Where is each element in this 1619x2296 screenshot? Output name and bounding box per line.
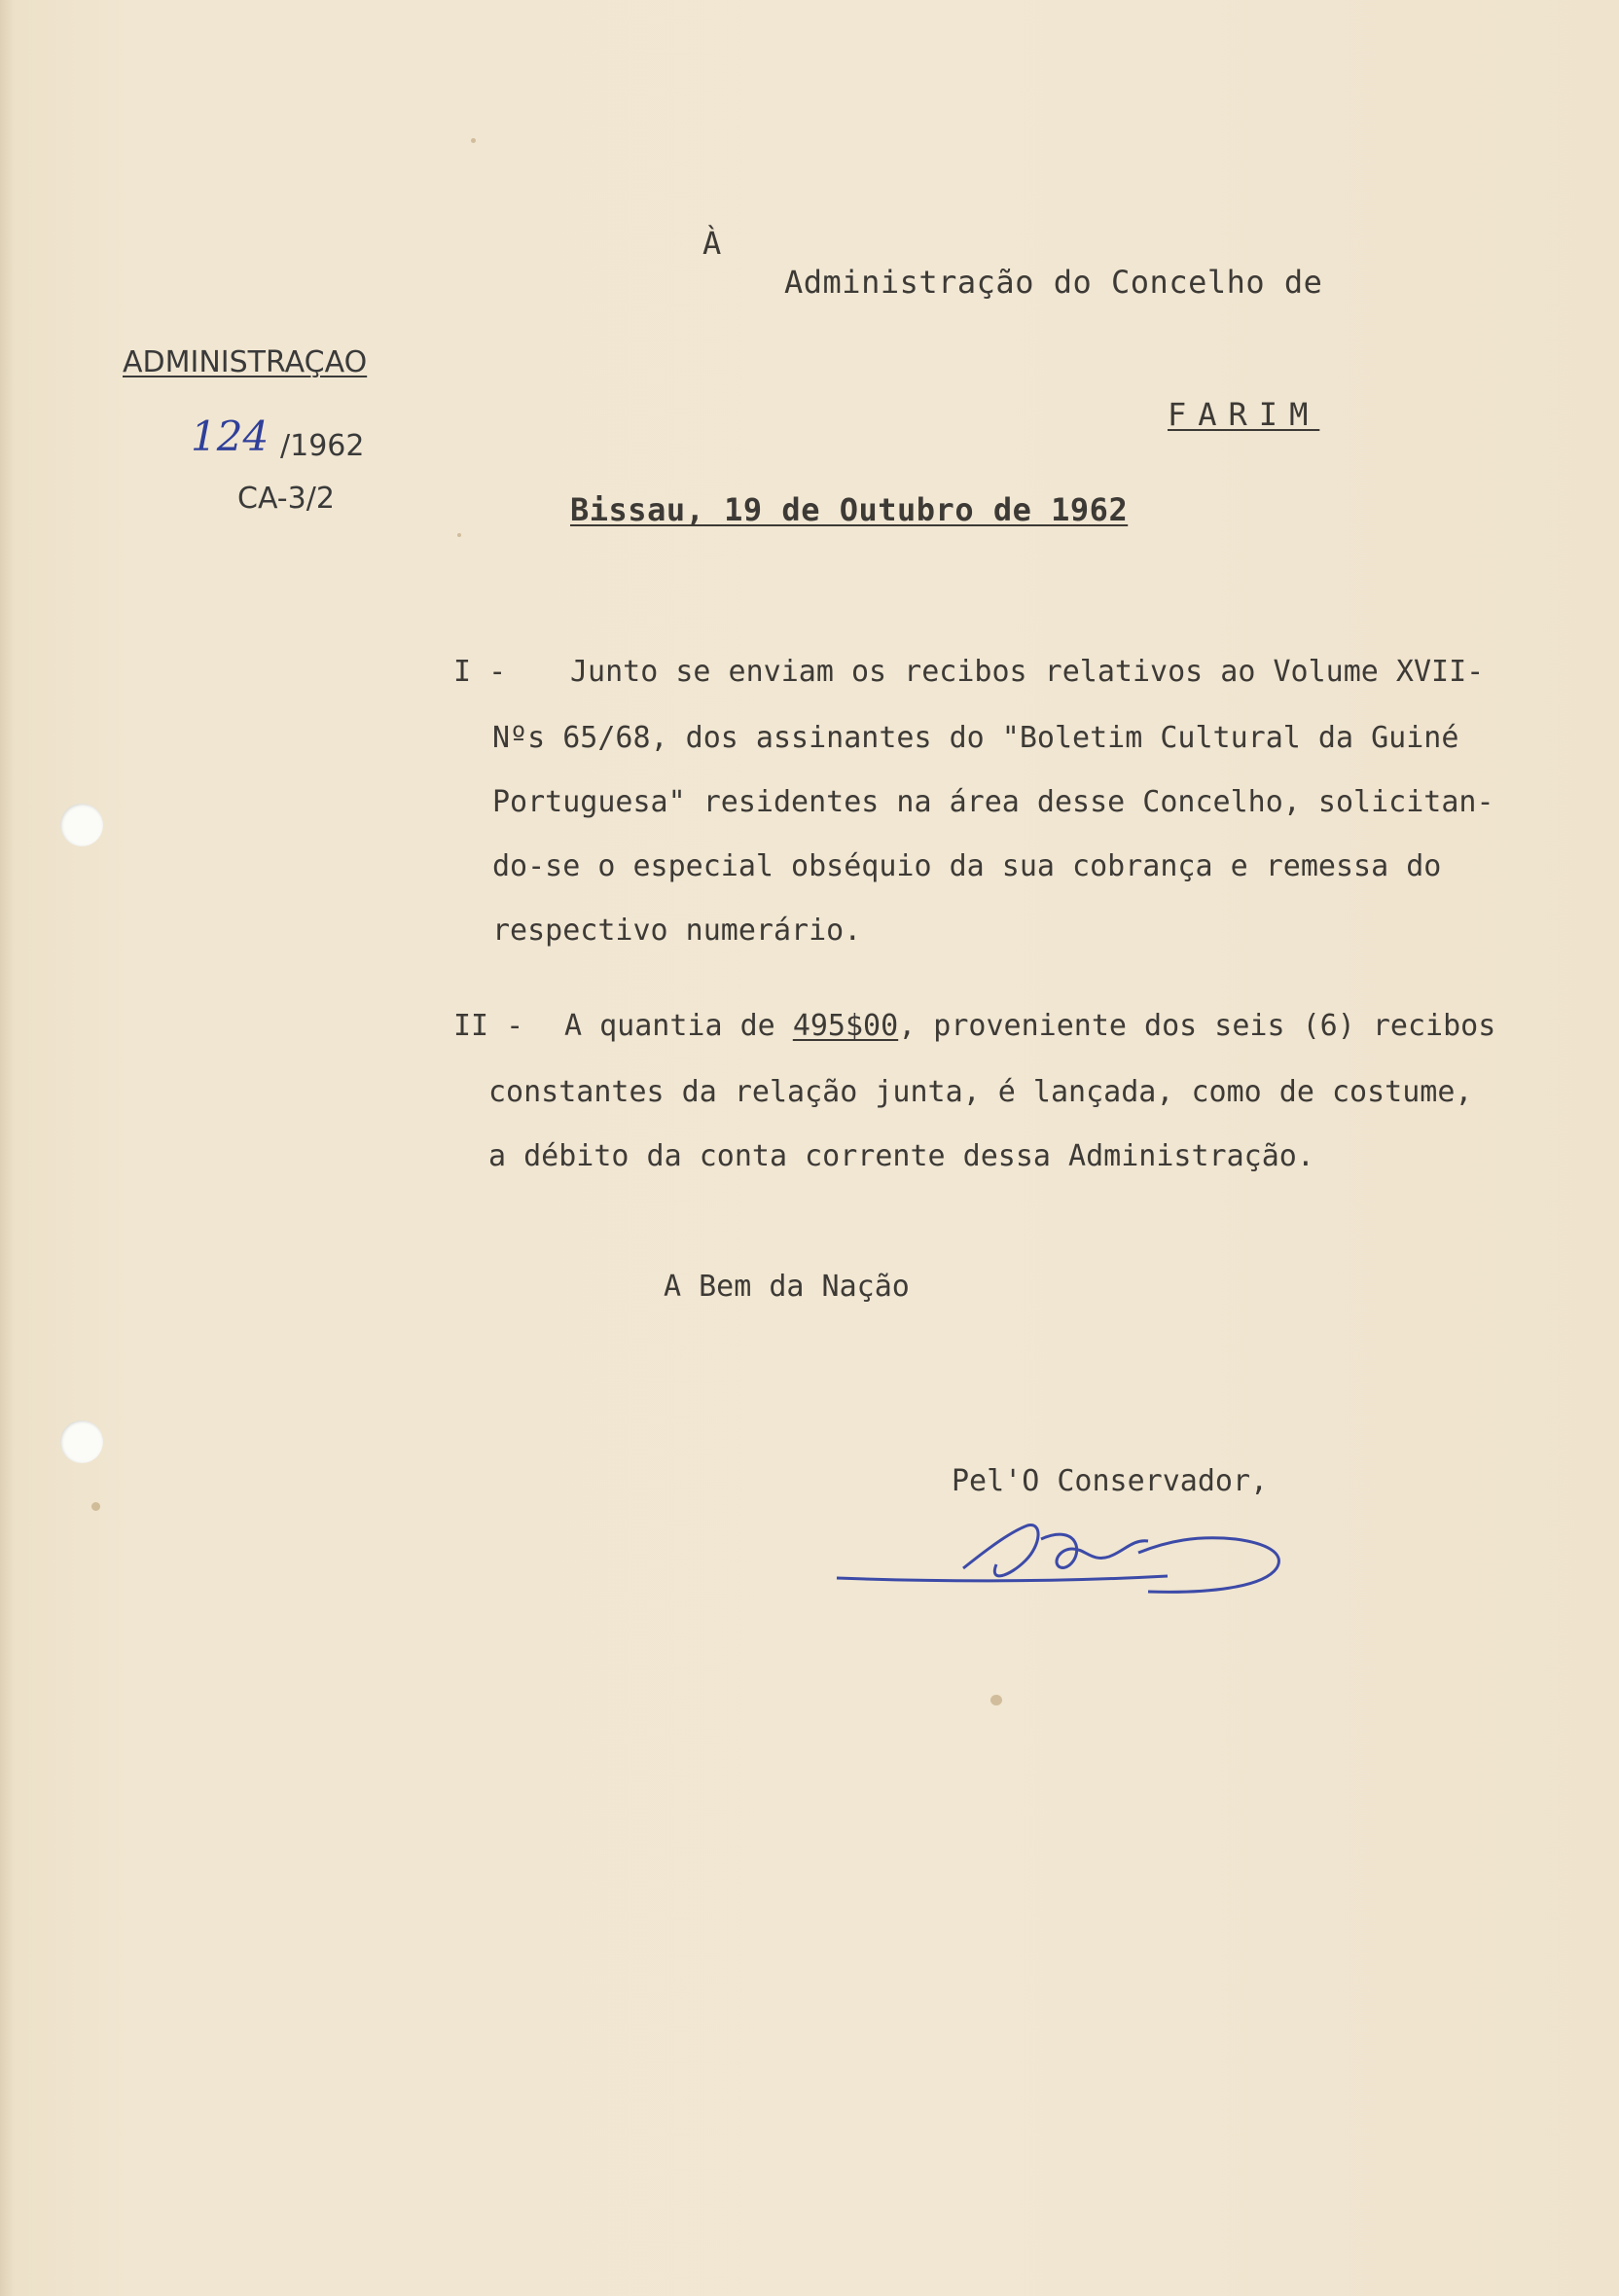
amount-value: 495$00 [792, 1009, 899, 1043]
handwritten-signature [827, 1498, 1333, 1605]
punch-hole-top [60, 804, 103, 846]
paragraph-1-line-4: do-se o especial obséquio da sua cobrança e remessa do [492, 849, 1442, 883]
closing-line: A Bem da Nação [664, 1270, 910, 1304]
admin-stamp: ADMINISTRAÇAO [123, 345, 368, 379]
paragraph-2-line-1-end: , proveniente dos seis (6) recibos [898, 1009, 1496, 1043]
page-edge [0, 0, 14, 2296]
paper-speck [990, 1695, 1002, 1705]
recipient-line: Administração do Concelho de [784, 264, 1323, 301]
date-line: Bissau, 19 de Outubro de 1962 [570, 491, 1129, 528]
paper-speck [91, 1502, 100, 1511]
paragraph-2-line-3: a débito da conta corrente dessa Administração. [488, 1139, 1314, 1173]
paragraph-2-line-1-start: A quantia de [564, 1009, 793, 1043]
recipient-place: FARIM [1168, 396, 1320, 433]
paragraph-2-marker: II - [453, 1009, 524, 1043]
reference-code: CA-3/2 [237, 482, 335, 516]
punch-hole-bottom [60, 1420, 103, 1463]
paragraph-1-line-3: Portuguesa" residentes na área desse Concelho, solicitan- [492, 785, 1494, 819]
paragraph-2-line-2: constantes da relação junta, é lançada, como de costume, [488, 1075, 1473, 1109]
paper-speck [457, 533, 461, 537]
signatory-line: Pel'O Conservador, [952, 1464, 1269, 1498]
paragraph-1-line-1: Junto se enviam os recibos relativos ao Volume XVII- [570, 655, 1485, 689]
paragraph-2-line-1 [564, 1009, 1496, 1043]
reference-year: /1962 [280, 429, 365, 463]
paragraph-1-line-2: Nºs 65/68, dos assinantes do "Boletim Cultural da Guiné [492, 721, 1459, 755]
paper-speck [471, 138, 476, 143]
reference-number-handwritten: 124 [191, 413, 270, 460]
salutation-a: À [702, 225, 722, 262]
paragraph-1-line-5: respectivo numerário. [492, 914, 862, 948]
paragraph-1-marker: I - [453, 655, 507, 689]
